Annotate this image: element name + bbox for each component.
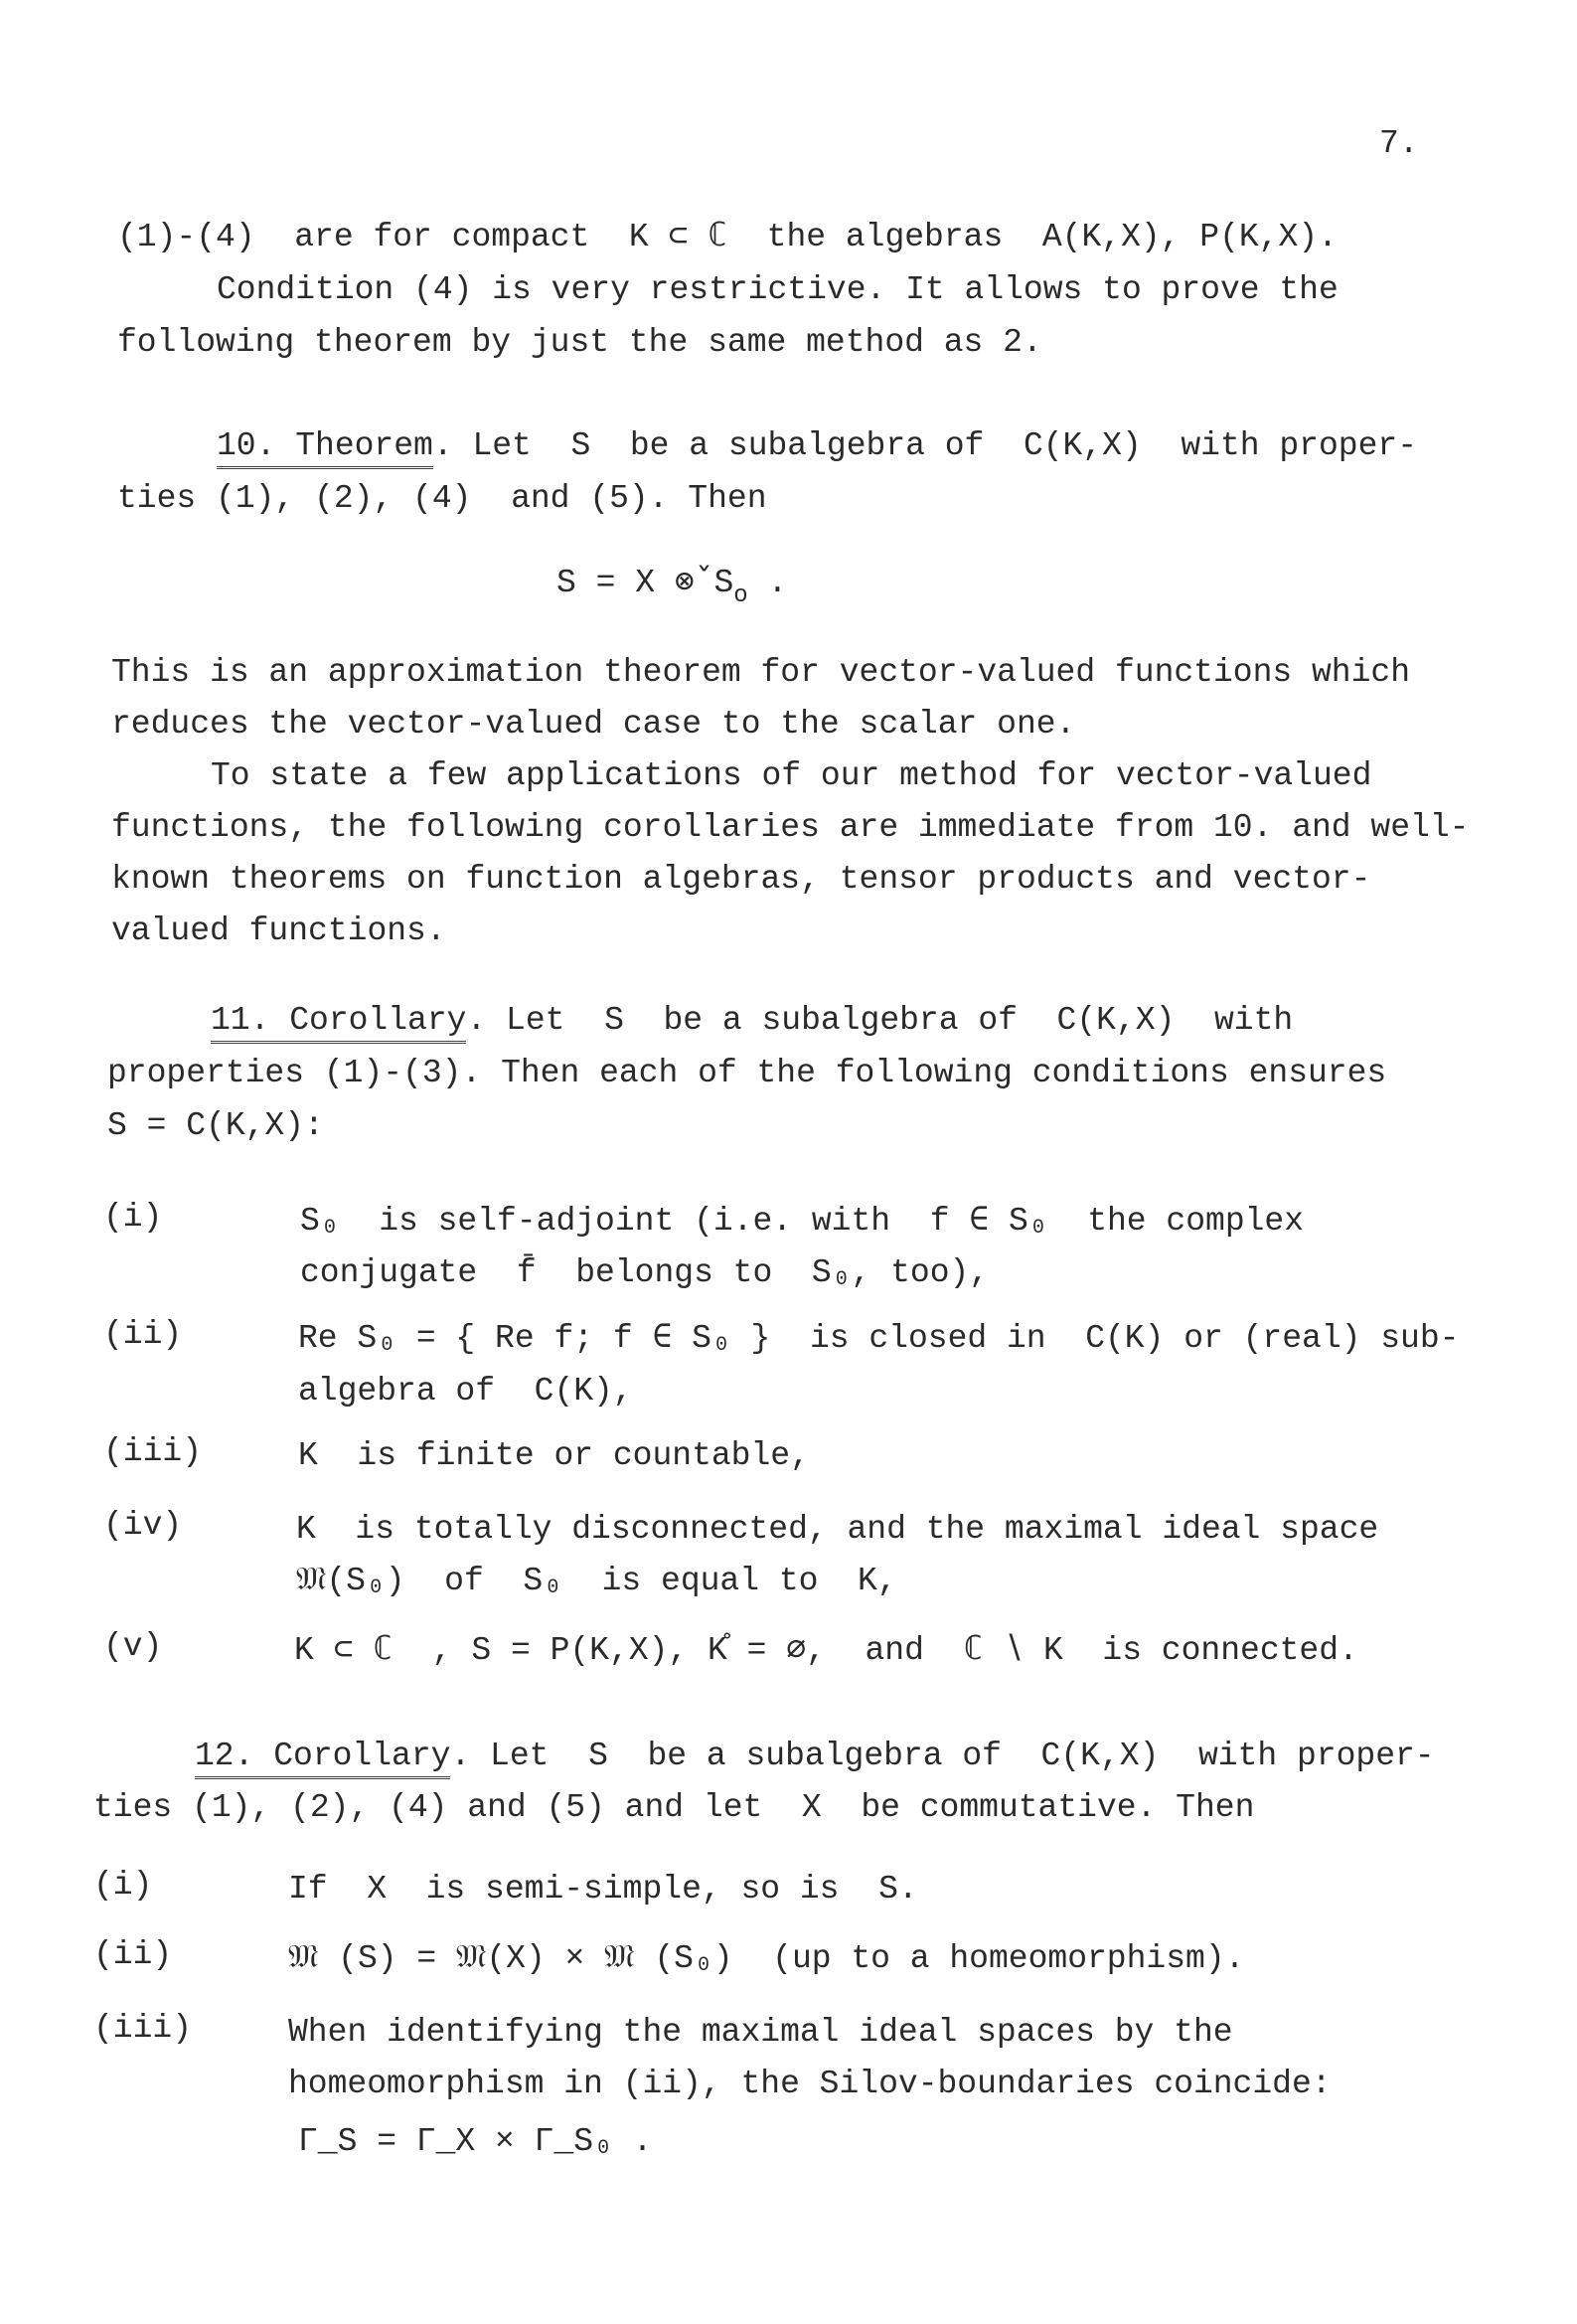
corollary-11-line-1 — [211, 1004, 1293, 1037]
corollary-12-line-2: ties (1), (2), (4) and (5) and let X be commutative. Then — [93, 1789, 1255, 1826]
corollary-11-item-i-line-2: conjugate f̄ belongs to S₀, too), — [300, 1254, 990, 1291]
intro-line-1: (1)-(4) are for compact K ⊂ ℂ the algebras A(K,X), P(K,X). — [117, 219, 1338, 255]
corollary-11-item-iii-line-1: K is finite or countable, — [298, 1437, 810, 1474]
intro-line-3: following theorem by just the same method as 2. — [117, 324, 1042, 361]
corollary-11-item-iv-line-1: K is totally disconnected, and the maximal ideal space — [296, 1511, 1379, 1548]
theorem-10-line-1-text: . Let S be a subalgebra of C(K,X) with proper- — [432, 427, 1418, 464]
formula-subscript: o — [733, 582, 748, 609]
corollary-11-item-iv-label: (iv) — [103, 1507, 183, 1544]
corollary-12-line-1-text: . Let S be a subalgebra of C(K,X) with proper- — [450, 1738, 1435, 1774]
formula-end: . — [747, 565, 788, 601]
corollary-11-item-ii-line-2: algebra of C(K), — [298, 1373, 633, 1410]
corollary-11-item-iv-line-2: 𝔐(S₀) of S₀ is equal to K, — [296, 1563, 897, 1599]
corollary-11-item-ii-line-1: Re S₀ = { Re f; f ∈ S₀ } is closed in C(K) or (real) sub- — [298, 1320, 1460, 1357]
corollary-12-item-iii-line-3: Γ_S = Γ_X × Γ_S₀ . — [298, 2123, 653, 2160]
para-line-6: valued functions. — [111, 913, 446, 949]
theorem-10-formula — [556, 565, 788, 609]
corollary-11-item-i-line-1: S₀ is self-adjoint (i.e. with f ∈ S₀ the complex — [300, 1203, 1305, 1240]
theorem-10-line-1 — [217, 429, 1417, 462]
corollary-12-item-i-line-1: If X is semi-simple, so is S. — [288, 1871, 918, 1908]
para-line-2: reduces the vector-valued case to the scalar one. — [111, 706, 1076, 743]
corollary-11-line-3: S = C(K,X): — [107, 1107, 324, 1144]
corollary-11-item-ii-label: (ii) — [103, 1316, 183, 1353]
corollary-11-line-2: properties (1)-(3). Then each of the following conditions ensures — [107, 1055, 1387, 1091]
corollary-11-item-iii-label: (iii) — [103, 1433, 203, 1470]
corollary-12-item-iii-line-1: When identifying the maximal ideal spaces by the — [288, 2014, 1233, 2051]
corollary-12-heading: 12. Corollary — [195, 1738, 450, 1779]
corollary-11-line-1-text: . Let S be a subalgebra of C(K,X) with — [466, 1002, 1294, 1039]
corollary-12-item-iii-line-2: homeomorphism in (ii), the Silov-boundaries coincide: — [288, 2066, 1332, 2102]
para-line-4: functions, the following corollaries are immediate from 10. and well- — [111, 809, 1470, 846]
corollary-11-item-i-label: (i) — [103, 1199, 163, 1236]
para-line-1: This is an approximation theorem for vector-valued functions which — [111, 654, 1411, 691]
formula-main: S = X ⊗̌ S — [556, 565, 734, 601]
corollary-11-item-v-line-1: K ⊂ ℂ , S = P(K,X), K̊ = ∅, and ℂ ∖ K is connected. — [294, 1632, 1358, 1669]
para-line-3: To state a few applications of our method for vector-valued — [211, 757, 1372, 794]
corollary-12-item-iii-label: (iii) — [93, 2010, 193, 2047]
intro-line-2: Condition (4) is very restrictive. It allows to prove the — [217, 271, 1339, 308]
page-number: 7. — [1379, 125, 1419, 162]
corollary-11-heading: 11. Corollary — [211, 1002, 466, 1044]
corollary-11-item-v-label: (v) — [103, 1628, 163, 1665]
corollary-12-item-ii-line-1: 𝔐 (S) = 𝔐(X) × 𝔐 (S₀) (up to a homeomorphism). — [288, 1940, 1245, 1977]
corollary-12-item-ii-label: (ii) — [93, 1936, 173, 1973]
theorem-10-line-2: ties (1), (2), (4) and (5). Then — [117, 480, 767, 517]
theorem-10-heading: 10. Theorem — [217, 427, 433, 469]
corollary-12-line-1 — [195, 1740, 1435, 1772]
corollary-12-item-i-label: (i) — [93, 1867, 153, 1904]
para-line-5: known theorems on function algebras, tensor products and vector- — [111, 861, 1371, 898]
